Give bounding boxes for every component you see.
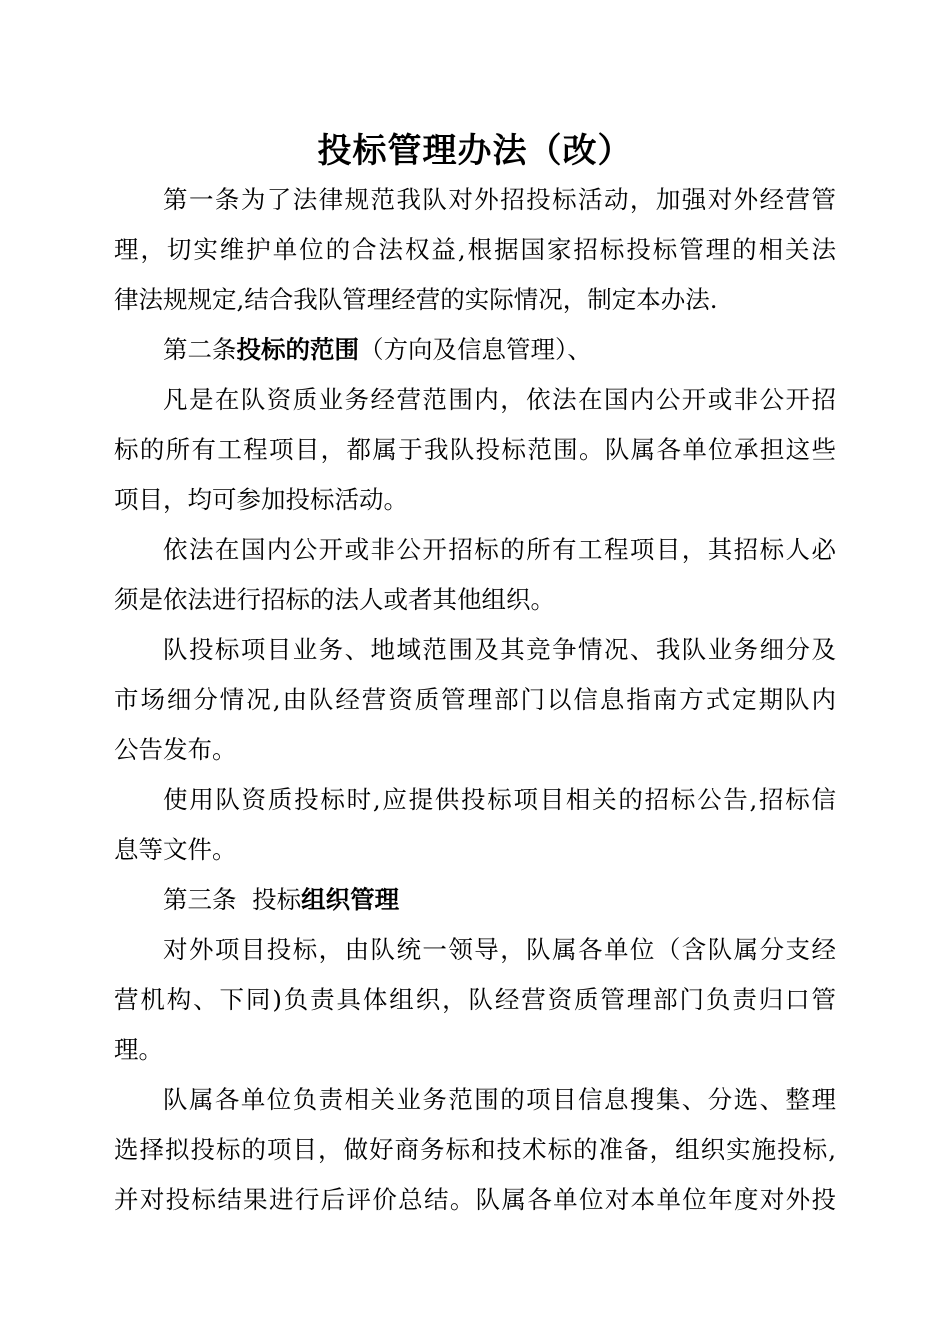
article-heading — [163, 875, 836, 925]
text-line: 须是依法进行招标的法人或者其他组织。 — [114, 585, 555, 614]
article-title: 组织管理 — [301, 885, 400, 914]
article-subtitle: （方向及信息管理）、 — [359, 335, 592, 364]
article-title: 投标的范围 — [236, 335, 359, 364]
text-line: 选择拟投标的项目，做好商务标和技术标的准备，组织实施投标, — [114, 1135, 836, 1164]
text-line: 项目，均可参加投标活动。 — [114, 485, 408, 514]
text-line: 理，切实维护单位的合法权益,根据国家招标投标管理的相关法 — [114, 235, 836, 264]
text-line: 公告发布。 — [114, 735, 237, 764]
document-title: 投标管理办法（改） — [317, 131, 633, 171]
text-line: 市场细分情况,由队经营资质管理部门以信息指南方式定期队内 — [114, 685, 836, 714]
text-line: 第一条为了法律规范我队对外招投标活动，加强对外经营管 — [163, 185, 836, 214]
article-heading — [163, 325, 836, 375]
text-line: 营机构、下同)负责具体组织，队经营资质管理部门负责归口管 — [114, 985, 836, 1014]
text-line: 队属各单位负责相关业务范围的项目信息搜集、分选、整理 — [163, 1085, 836, 1114]
text-line: 使用队资质投标时,应提供投标项目相关的招标公告,招标信 — [163, 785, 836, 814]
text-line: 队投标项目业务、地域范围及其竞争情况、我队业务细分及 — [163, 635, 836, 664]
text-line: 并对投标结果进行后评价总结。队属各单位对本单位年度对外投 — [114, 1185, 836, 1214]
article-number: 第三条 投标 — [163, 885, 302, 914]
text-line: 依法在国内公开或非公开招标的所有工程项目，其招标人必 — [163, 535, 836, 564]
text-line: 对外项目投标，由队统一领导，队属各单位（含队属分支经 — [163, 935, 836, 964]
text-line: 标的所有工程项目，都属于我队投标范围。队属各单位承担这些 — [114, 435, 836, 464]
text-line: 凡是在队资质业务经营范围内，依法在国内公开或非公开招 — [163, 385, 836, 414]
text-line: 理。 — [114, 1035, 163, 1064]
text-line: 律法规规定,结合我队管理经营的实际情况，制定本办法. — [114, 285, 718, 314]
article-number: 第二条 — [163, 335, 237, 364]
text-line: 息等文件。 — [114, 835, 237, 864]
